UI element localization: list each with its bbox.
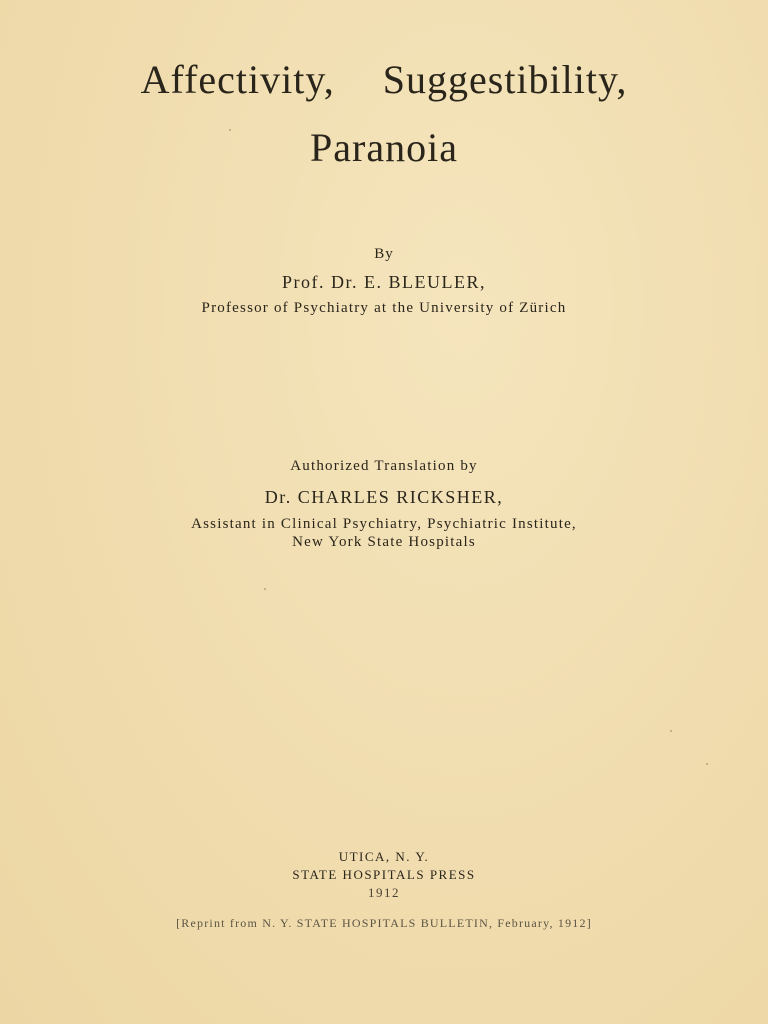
translator-affiliation-line-1: Assistant in Clinical Psychiatry, Psychiatric Institute, [191,516,577,532]
byline: By [374,246,394,262]
paper-speck [264,588,266,590]
paper-speck [670,730,672,732]
book-title-line-1 [0,56,768,103]
paper-speck [706,763,708,765]
translation-label: Authorized Translation by [290,458,478,474]
author-affiliation: Professor of Psychiatry at the University of Zürich [201,300,567,316]
paper-speck [229,129,231,131]
author-name: Prof. Dr. E. BLEULER, [282,272,486,292]
translator-affiliation-line-2: New York State Hospitals [292,534,476,550]
title-word-affectivity: Affectivity, [140,57,335,102]
reprint-note: [Reprint from N. Y. STATE HOSPITALS BULLETIN, February, 1912] [176,916,592,930]
imprint-place: UTICA, N. Y. [338,849,430,864]
translator-name: Dr. CHARLES RICKSHER, [264,487,504,507]
book-title-line-2: Paranoia [310,125,458,170]
imprint-publisher: STATE HOSPITALS PRESS [292,867,476,882]
title-word-suggestibility: Suggestibility, [382,57,628,102]
imprint-year: 1912 [368,885,400,900]
